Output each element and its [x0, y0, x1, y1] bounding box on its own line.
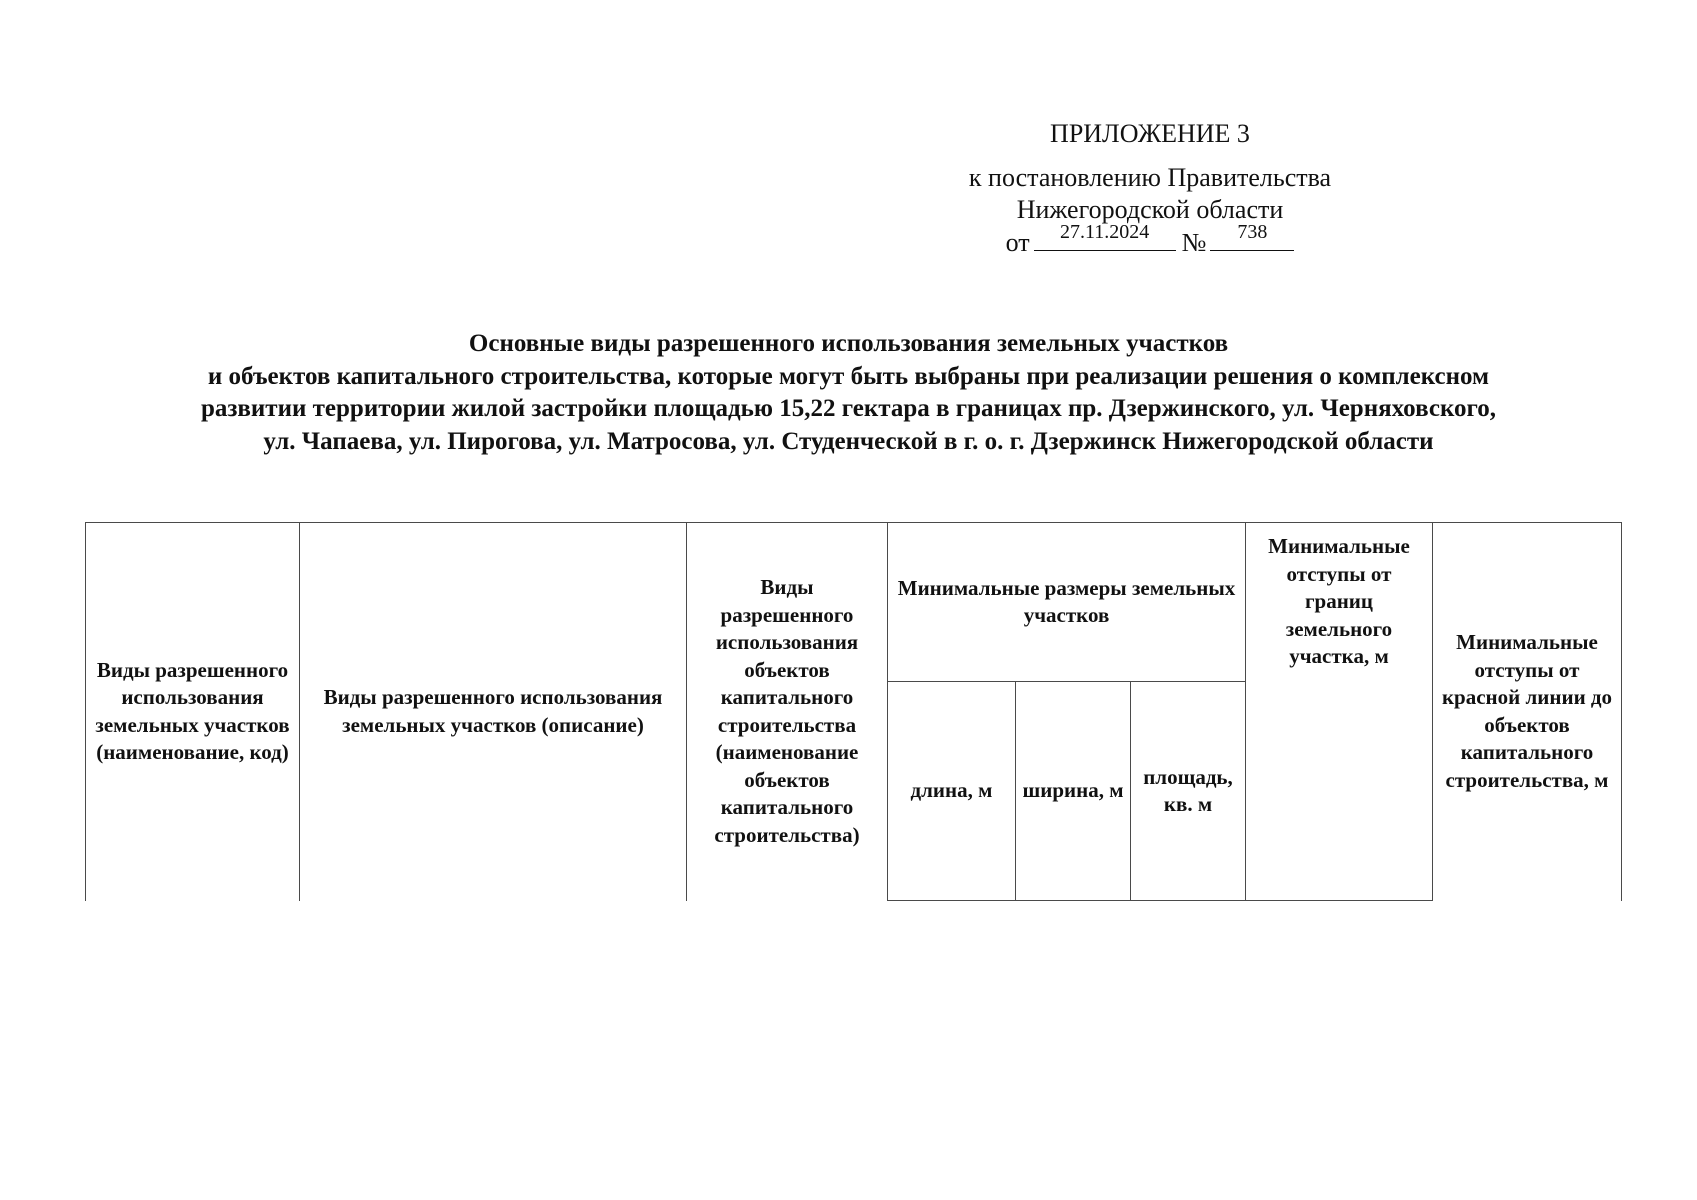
number-field	[1210, 221, 1294, 251]
number-sign: №	[1181, 228, 1207, 257]
land-use-table	[85, 522, 1622, 901]
header-min-setback-red-line: Минимальные отступы от красной линии до объектов капитального строительства, м	[1433, 523, 1622, 901]
header-min-plot-sizes: Минимальные размеры земельных участков	[888, 523, 1246, 682]
appendix-label: ПРИЛОЖЕНИЕ 3	[1050, 119, 1250, 148]
title-line-2: и объектов капитального строительства, которые могут быть выбраны при реализации решения о комплексном	[207, 362, 1490, 390]
header-row-1	[86, 523, 1622, 682]
header-land-use-description: Виды разрешенного использования земельных участков (описание)	[300, 523, 687, 901]
appendix-line-1: к постановлению Правительства	[968, 163, 1332, 192]
header-length: длина, м	[888, 682, 1016, 901]
header-area: площадь, кв. м	[1131, 682, 1246, 901]
document-title	[60, 328, 1637, 458]
header-land-use-name-code: Виды разрешенного использования земельных участков (наименование, код)	[86, 523, 300, 901]
date-field	[1034, 221, 1176, 251]
header-width: ширина, м	[1016, 682, 1131, 901]
date-value: 27.11.2024	[1059, 221, 1150, 243]
date-prefix: от	[1005, 228, 1030, 257]
number-value: 738	[1237, 221, 1268, 243]
appendix-date-row	[940, 221, 1360, 259]
header-min-setback-plot-borders: Минимальные отступы от границ земельного участка, м	[1246, 523, 1433, 901]
title-line-1: Основные виды разрешенного использования земельных участков	[468, 330, 1229, 357]
appendix-block	[940, 118, 1360, 259]
appendix-line-2: Нижегородской области	[1016, 195, 1284, 224]
title-line-3: развитии территории жилой застройки площадью 15,22 гектара в границах пр. Дзержинского, ул. Черняховского,	[200, 395, 1497, 422]
title-line-4: ул. Чапаева, ул. Пирогова, ул. Матросова, ул. Студенческой в г. о. г. Дзержинск Нижегородской области	[263, 427, 1434, 455]
header-capital-construction-use: Виды разрешенного использования объектов капитального строительства (наименование объектов капитального строительства)	[687, 523, 888, 901]
